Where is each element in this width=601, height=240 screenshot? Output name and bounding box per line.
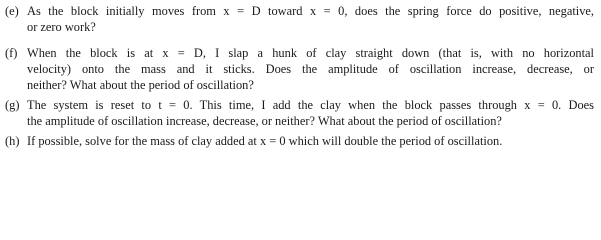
question-e-label: (e) [5,4,19,18]
question-f-label: (f) [5,46,18,60]
question-g-line-1: The system is reset to t = 0. This time, I add the clay when the block passes through x = 0. Does [27,98,594,112]
question-h [5,133,594,149]
question-f [5,45,594,93]
question-g [5,97,594,129]
question-f-line-2: velocity) onto the mass and it sticks. Does the amplitude of oscillation increase, decrease, or [27,62,594,76]
question-f-line-3: neither? What about the period of oscillation? [27,78,254,92]
question-g-label: (g) [5,98,20,112]
question-g-line-2: the amplitude of oscillation increase, decrease, or neither? What about the period of oscillation? [27,114,502,128]
question-e-line-1: As the block initially moves from x = D toward x = 0, does the spring force do positive, negative, [27,4,594,18]
question-h-label: (h) [5,134,20,148]
question-e [5,3,594,35]
question-h-line-1: If possible, solve for the mass of clay added at x = 0 which will double the period of oscillation. [27,134,503,148]
question-f-line-1: When the block is at x = D, I slap a hunk of clay straight down (that is, with no horizontal [27,46,594,60]
question-e-line-2: or zero work? [27,20,96,34]
